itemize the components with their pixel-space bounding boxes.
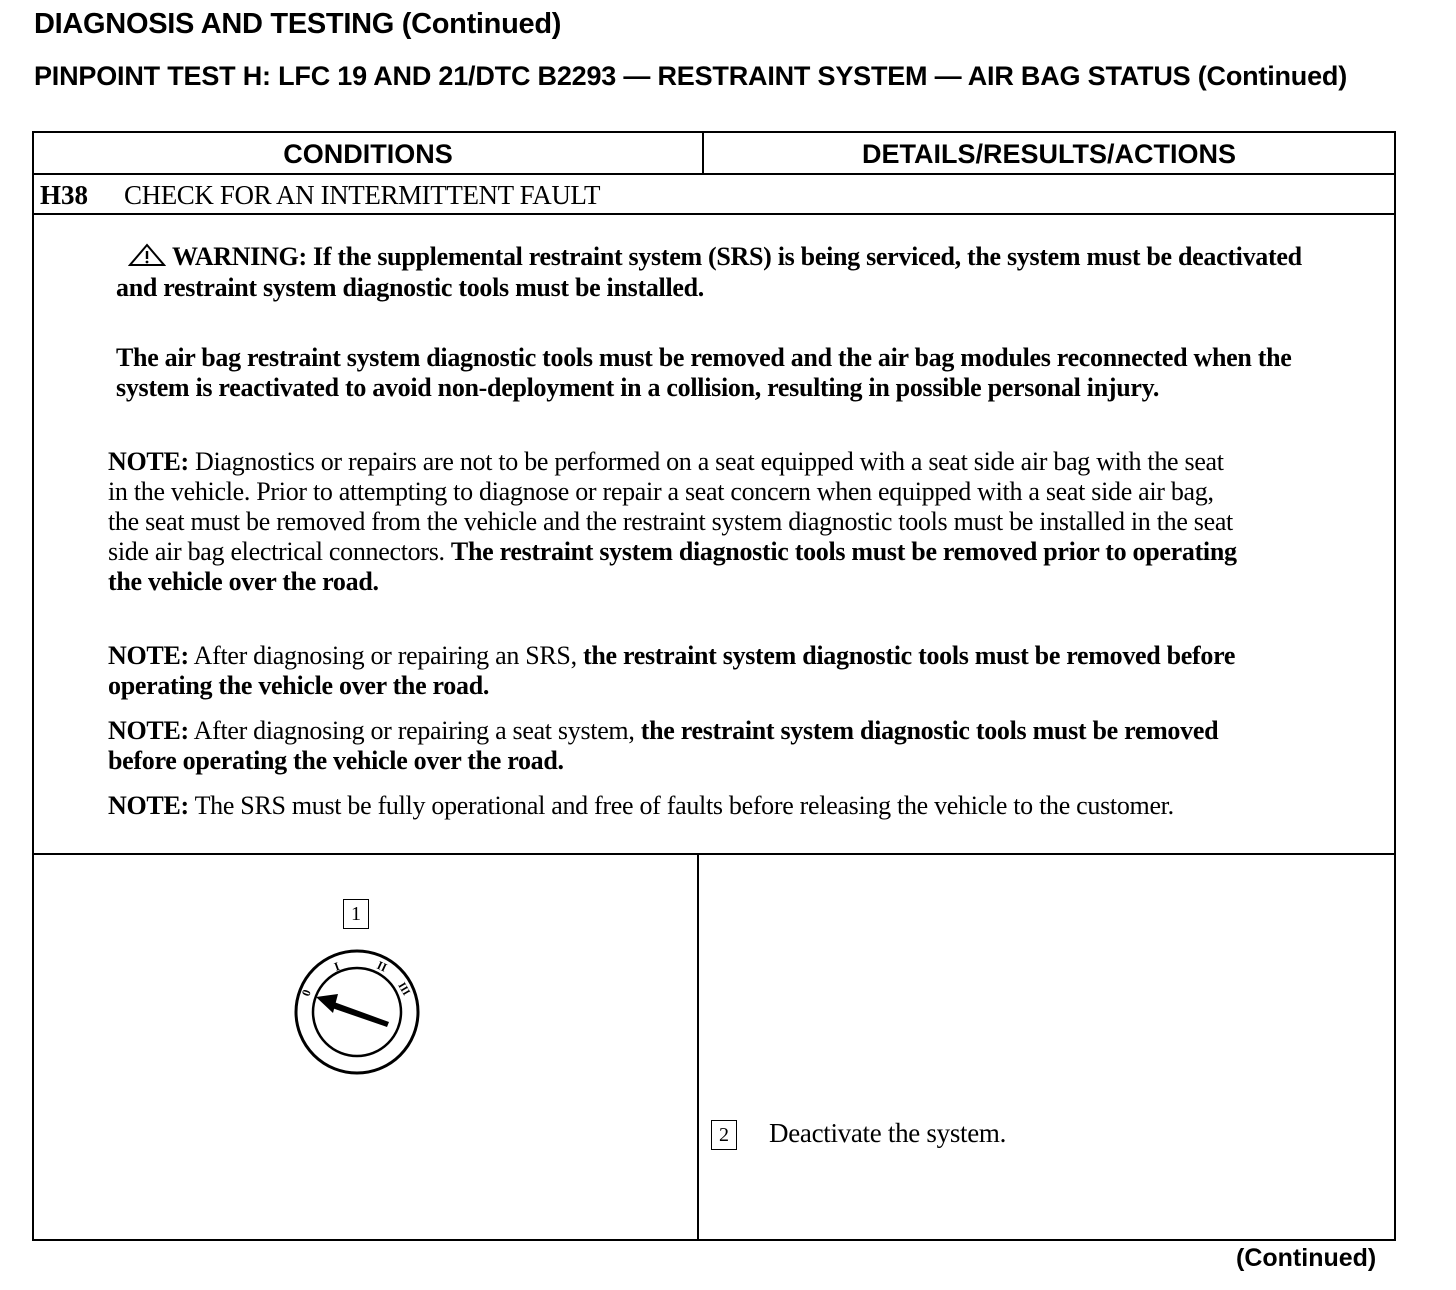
note-1: [108, 447, 1238, 597]
table-header: [34, 133, 1394, 175]
step-row: [34, 175, 1394, 215]
conditions-cell: [34, 855, 699, 1241]
pinpoint-table: [32, 131, 1396, 1241]
note-text: After diagnosing or repairing a seat system,: [193, 716, 635, 745]
ignition-key-arrow: [316, 994, 389, 1027]
note-label: NOTE:: [108, 716, 189, 745]
page-title: DIAGNOSIS AND TESTING (Continued): [34, 8, 562, 40]
note-4: [108, 791, 1238, 821]
step-number-1: 1: [343, 899, 369, 929]
ignition-switch-icon: [292, 947, 422, 1077]
warning-text: If the supplemental restraint system (SRS) is being serviced, the system must be deactivated and restraint system diagnostic tools must be installed.: [116, 242, 1302, 302]
action-text: Deactivate the system.: [769, 1118, 1007, 1148]
note-label: NOTE:: [108, 641, 189, 670]
ignition-position-0: 0: [298, 987, 314, 999]
warning-text-2: The air bag restraint system diagnostic tools must be removed and the air bag modules reconnected when the system is reactivated to avoid non-deployment in a collision, resulting in possible personal injury.: [116, 343, 1292, 402]
actions-cell: [699, 855, 1394, 1241]
ignition-position-3: III: [395, 980, 413, 998]
note-label: NOTE:: [108, 791, 189, 820]
notes-section: [34, 215, 1394, 855]
ignition-position-1: I: [332, 959, 342, 974]
pinpoint-test-title: PINPOINT TEST H: LFC 19 AND 21/DTC B2293 — RESTRAINT SYSTEM — AIR BAG STATUS (Continued): [34, 61, 1347, 91]
conditions-header: CONDITIONS: [34, 133, 704, 173]
details-header: DETAILS/RESULTS/ACTIONS: [861, 139, 1236, 169]
ignition-position-2: II: [374, 958, 390, 975]
note-label: NOTE:: [108, 447, 189, 476]
warning-label: WARNING:: [172, 242, 307, 271]
warning-triangle-icon: [128, 243, 166, 267]
step-body: [34, 855, 1394, 1241]
step-number-2: 2: [711, 1120, 737, 1150]
continued-label: (Continued): [1236, 1244, 1377, 1272]
step-title: CHECK FOR AN INTERMITTENT FAULT: [124, 180, 601, 210]
note-bold-text: The restraint system diagnostic tools must be removed prior to operating the vehicle over the road.: [108, 537, 1237, 596]
note-text: After diagnosing or repairing an SRS,: [193, 641, 577, 670]
warning-block: [116, 241, 1316, 303]
note-text: Diagnostics or repairs are not to be performed on a seat equipped with a seat side air bag with the seat in the vehicle. Prior to attempting to diagnose or repair a seat concern when equipped with a seat side air bag, the seat must be removed from the vehicle and the restraint system diagnostic tools must be installed in the seat side air bag electrical connectors.: [108, 447, 1233, 566]
note-3: [108, 716, 1238, 776]
note-text: The SRS must be fully operational and free of faults before releasing the vehicle to the customer.: [194, 791, 1174, 820]
note-bold-text: the restraint system diagnostic tools must be removed before operating the vehicle over the road.: [108, 641, 1236, 700]
step-id: H38: [40, 180, 89, 210]
note-2: [108, 641, 1238, 701]
note-bold-text: the restraint system diagnostic tools must be removed before operating the vehicle over the road.: [108, 716, 1219, 775]
